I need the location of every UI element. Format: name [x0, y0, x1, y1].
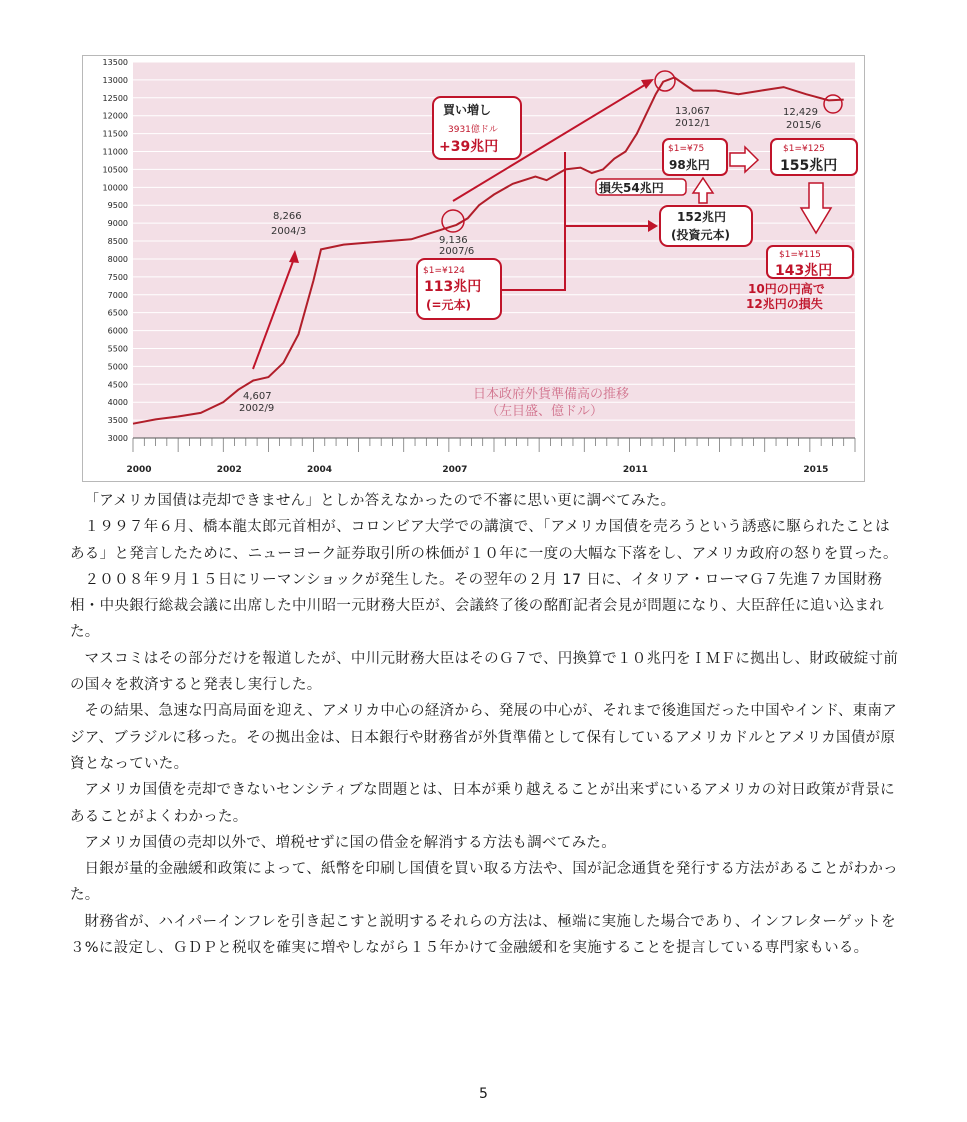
svg-text:$1=¥125: $1=¥125 [783, 144, 825, 154]
y-tick-label: 3500 [107, 416, 128, 426]
body-text [70, 488, 900, 961]
svg-text:$1=¥75: $1=¥75 [668, 144, 705, 154]
y-tick-label: 5500 [107, 344, 128, 354]
annotation-2012-date: 2012/1 [675, 118, 711, 129]
paragraph-6: アメリカ国債を売却できないセンシティブな問題とは、日本が乗り越えることが出来ずにいるアメリカの対日政策が背景にあることがよくわかった。 [70, 782, 895, 825]
y-tick-label: 7500 [107, 272, 128, 282]
svg-text:152兆円: 152兆円 [677, 210, 727, 224]
paragraph-7: アメリカ国債の売却以外で、増税せずに国の借金を解消する方法も調べてみた。 [84, 834, 616, 851]
y-tick-label: 8000 [107, 254, 128, 264]
paragraph-2: １９９７年６月、橋本龍太郎元首相が、コロンビア大学での講演で、「アメリカ国債を売ろうという誘惑に駆られたことはある」と発言したために、ニューヨーク証券取引所の株価が１０年に一度の大幅な下落をし、アメリカ政府の怒りを買った。 [70, 519, 898, 562]
svg-text:+39兆円: +39兆円 [439, 139, 499, 155]
x-year-label: 2007 [442, 465, 468, 475]
y-tick-label: 10000 [102, 183, 128, 193]
x-year-label: 2000 [126, 465, 152, 475]
note-yen-appreciation: 10円の円高で [748, 282, 825, 296]
paragraph-3: ２００８年９月１５日にリーマンショックが発生した。その翌年の２月 17 日に、イタリア・ローマＧ７先進７カ国財務相・中央銀行総裁会議に出席した中川昭一元財務大臣が、会議終了後の酩酊記者会見が問題になり、大臣辞任に追い込まれた。 [70, 571, 884, 641]
svg-text:買い増し: 買い増し [443, 103, 492, 117]
y-tick-label: 12500 [102, 93, 128, 103]
y-tick-label: 3000 [107, 434, 128, 443]
svg-text:(投資元本): (投資元本) [671, 228, 730, 242]
paragraph-9: 財務省が、ハイパーインフレを引き起こすと説明するそれらの方法は、極端に実施した場合であり、インフレターゲットを３%に設定し、ＧＤＰと税収を確実に増やしながら１５年かけて金融緩和を実施することを提言している専門家もいる。 [70, 913, 896, 957]
paragraph-4: マスコミはその部分だけを報道したが、中川元財務大臣はそのＧ７で、円換算で１０兆円をＩＭＦに拠出し、財政破綻寸前の国々を救済すると発表し実行した。 [70, 650, 899, 694]
annotation-2007-value: 9,136 [439, 235, 468, 246]
annotation-2002-value: 4,607 [243, 391, 272, 402]
callout-loss [596, 179, 686, 195]
svg-text:損失54兆円: 損失54兆円 [599, 181, 664, 195]
note-loss: 12兆円の損失 [746, 297, 823, 311]
x-axis-year-labels [126, 465, 828, 475]
y-tick-label: 4000 [107, 398, 128, 408]
callout-rate-75 [663, 139, 727, 175]
annotation-2015-date: 2015/6 [786, 120, 822, 131]
svg-text:155兆円: 155兆円 [780, 158, 838, 174]
svg-text:(=元本): (=元本) [426, 298, 472, 312]
x-year-label: 2015 [803, 465, 829, 475]
paragraph-1: 「アメリカ国債は売却できません」としか答えなかったので不審に思い更に調べてみた。 [84, 493, 676, 509]
chart-frame [82, 55, 865, 482]
callout-buy [433, 97, 521, 159]
paragraph-8: 日銀が量的金融緩和政策によって、紙幣を印刷し国債を買い取る方法や、国が記念通貨を発行する方法があることがわかった。 [70, 861, 898, 904]
y-tick-label: 9500 [107, 201, 128, 211]
callout-rate-125 [771, 139, 857, 175]
x-year-label: 2011 [622, 465, 648, 475]
y-tick-label: 4500 [107, 380, 128, 390]
chart-title: 日本政府外貨準備高の推移 [473, 387, 630, 402]
annotation-2002-date: 2002/9 [239, 403, 275, 414]
svg-text:$1=¥115: $1=¥115 [779, 250, 821, 260]
x-year-label: 2002 [216, 465, 242, 475]
y-tick-label: 6000 [107, 326, 128, 336]
svg-text:3931億ドル: 3931億ドル [448, 125, 498, 135]
x-axis-ticks [133, 438, 855, 452]
svg-text:113兆円: 113兆円 [424, 279, 482, 295]
annotation-2015-value: 12,429 [783, 107, 818, 118]
annotation-2007-date: 2007/6 [439, 246, 475, 257]
y-tick-label: 11500 [102, 129, 128, 139]
y-axis-ticks [103, 58, 128, 443]
y-tick-label: 10500 [102, 165, 128, 175]
y-tick-label: 12000 [102, 111, 128, 121]
chart-subtitle: （左目盛、億ドル） [486, 404, 604, 419]
y-tick-label: 6500 [107, 308, 128, 318]
callout-invest [660, 206, 752, 246]
y-tick-label: 8500 [107, 237, 128, 247]
svg-text:143兆円: 143兆円 [775, 263, 833, 279]
x-year-label: 2004 [306, 465, 333, 475]
annotation-2004-date: 2004/3 [271, 226, 307, 237]
y-tick-label: 11000 [102, 147, 128, 157]
svg-text:$1=¥124: $1=¥124 [423, 266, 465, 276]
callout-principal [417, 259, 501, 319]
page-number: 5 [479, 1086, 488, 1102]
callout-rate-115 [767, 246, 853, 279]
svg-text:98兆円: 98兆円 [669, 158, 710, 172]
annotation-2012-value: 13,067 [675, 106, 710, 117]
reserves-chart [83, 56, 864, 481]
y-tick-label: 13500 [102, 58, 128, 67]
annotation-2004-value: 8,266 [273, 211, 302, 222]
y-tick-label: 13000 [102, 75, 128, 85]
y-tick-label: 7000 [107, 290, 128, 300]
paragraph-5: その結果、急速な円高局面を迎え、アメリカ中心の経済から、発展の中心が、それまで後進国だった中国やインド、東南アジア、ブラジルに移った。その拠出金は、日本銀行や財務省が外貨準備として保有しているアメリカドルとアメリカ国債が原資となっていた。 [70, 703, 898, 772]
y-tick-label: 5000 [107, 362, 128, 372]
y-tick-label: 9000 [107, 219, 128, 229]
